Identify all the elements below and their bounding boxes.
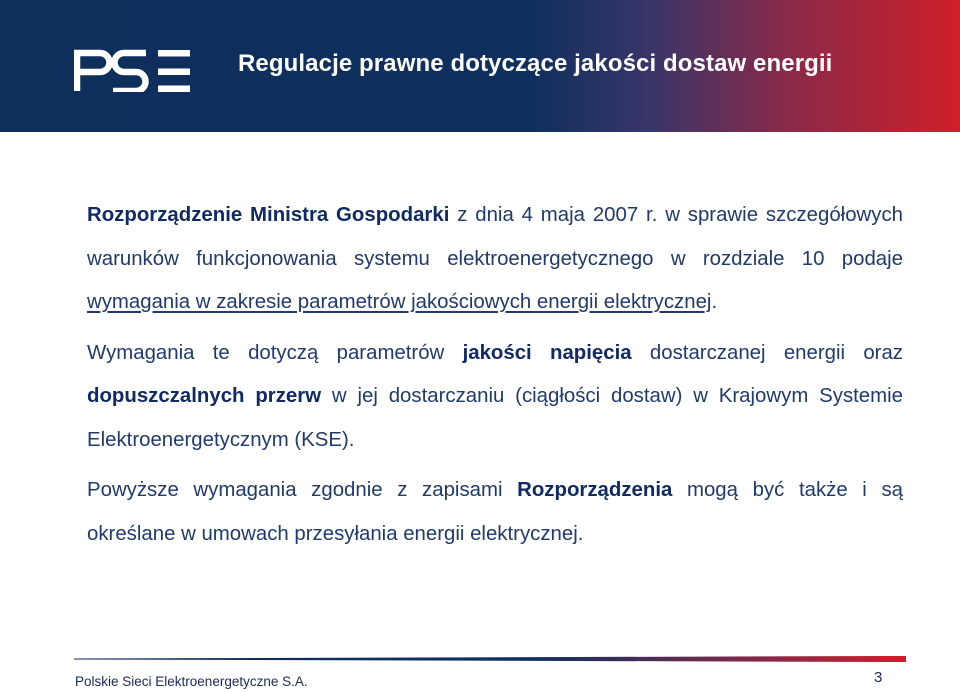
regulation-term: Rozporządzenia [517, 479, 673, 501]
requirements-phrase: wymagania w zakresie parametrów jakościowych energii elektrycznej [87, 291, 712, 313]
pse-logo [74, 47, 190, 92]
contracts-text: Powyższe wymagania zgodnie z zapisami [87, 479, 518, 501]
regulation-text-end: . [711, 291, 718, 313]
requirements-text: Wymagania te dotyczą parametrów [87, 341, 463, 364]
contracts-text-end: mogą być także i są określane w umowach przesyłania energii elektrycznej. [87, 479, 903, 545]
paragraph-regulation [87, 194, 903, 325]
requirements-text-end: w jej dostarczaniu (ciągłości dostaw) w Krajowym Systemie Elektroenergetycznym (KSE). [87, 385, 903, 451]
slide-title: Regulacje prawne dotyczące jakości dostaw energii [238, 50, 833, 77]
slide-body [87, 194, 903, 556]
paragraph-contracts [87, 469, 903, 556]
header-banner [0, 0, 960, 132]
page-number: 3 [874, 669, 883, 686]
regulation-name: Rozporządzenie Ministra Gospodarki [87, 204, 450, 226]
footer-company: Polskie Sieci Elektroenergetyczne S.A. [75, 674, 308, 689]
footer-divider [74, 656, 906, 662]
requirements-text-mid: dostarczanej energii oraz [631, 341, 903, 364]
paragraph-requirements [87, 332, 903, 463]
regulation-text: z dnia 4 maja 2007 r. w sprawie szczegółowych warunków funkcjonowania systemu elektroenergetycznego w rozdziale 10 podaje [87, 204, 903, 270]
voltage-quality-term: jakości napięcia [462, 341, 632, 364]
allowed-interruptions-term: dopuszczalnych przerw [87, 385, 322, 407]
